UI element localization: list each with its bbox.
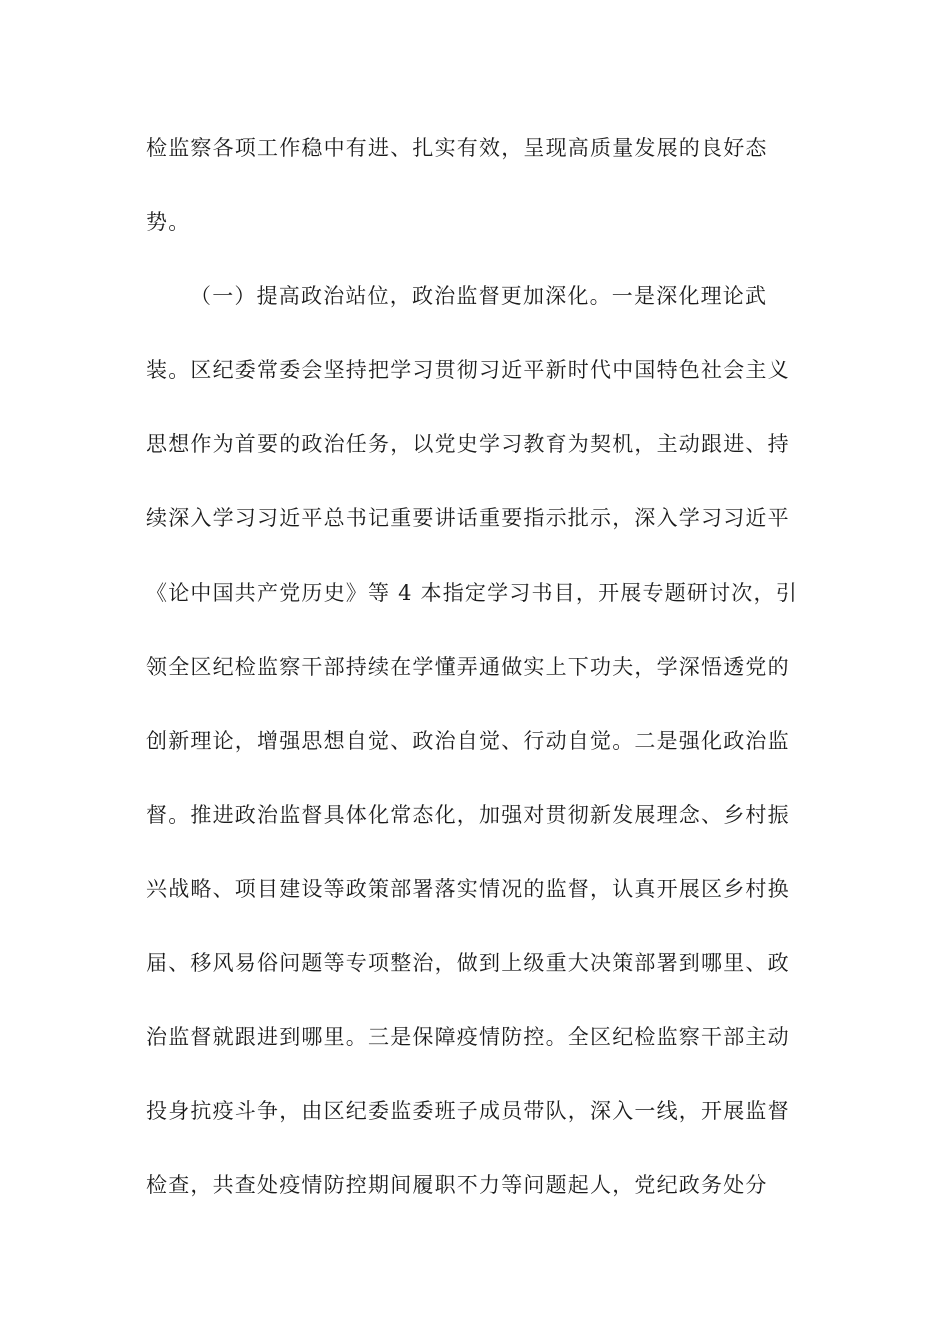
text-line: 检查，共查处疫情防控期间履职不力等问题起人，党纪政务处分 — [146, 1173, 768, 1198]
section-heading-line: （一）提高政治站位，政治监督更加深化。一是深化理论武 — [190, 284, 768, 309]
text-line: 届、移风易俗问题等专项整治，做到上级重大决策部署到哪里、政 — [146, 951, 790, 976]
text-line: 领全区纪检监察干部持续在学懂弄通做实上下功夫，学深悟透党的 — [146, 654, 790, 679]
text-line: 势。 — [146, 210, 191, 235]
text-line: 创新理论，增强思想自觉、政治自觉、行动自觉。二是强化政治监 — [146, 728, 790, 753]
text-line: 督。推进政治监督具体化常态化，加强对贯彻新发展理念、乡村振 — [146, 802, 790, 827]
text-line: 检监察各项工作稳中有进、扎实有效，呈现高质量发展的良好态 — [146, 136, 768, 160]
text-line: 兴战略、项目建设等政策部署落实情况的监督，认真开展区乡村换 — [146, 876, 790, 901]
text-line: 续深入学习习近平总书记重要讲话重要指示批示，深入学习习近平 — [146, 506, 790, 531]
body-text — [146, 130, 796, 1241]
text-line: 投身抗疫斗争，由区纪委监委班子成员带队，深入一线，开展监督 — [146, 1099, 790, 1124]
text-line: 装。区纪委常委会坚持把学习贯彻习近平新时代中国特色社会主义 — [146, 358, 790, 383]
text-line: 思想作为首要的政治任务，以党史学习教育为契机，主动跟进、持 — [146, 432, 790, 457]
text-line: 《论中国共产党历史》等 4 本指定学习书目，开展专题研讨次，引 — [146, 580, 798, 605]
text-line: 治监督就跟进到哪里。三是保障疫情防控。全区纪检监察干部主动 — [146, 1025, 790, 1050]
